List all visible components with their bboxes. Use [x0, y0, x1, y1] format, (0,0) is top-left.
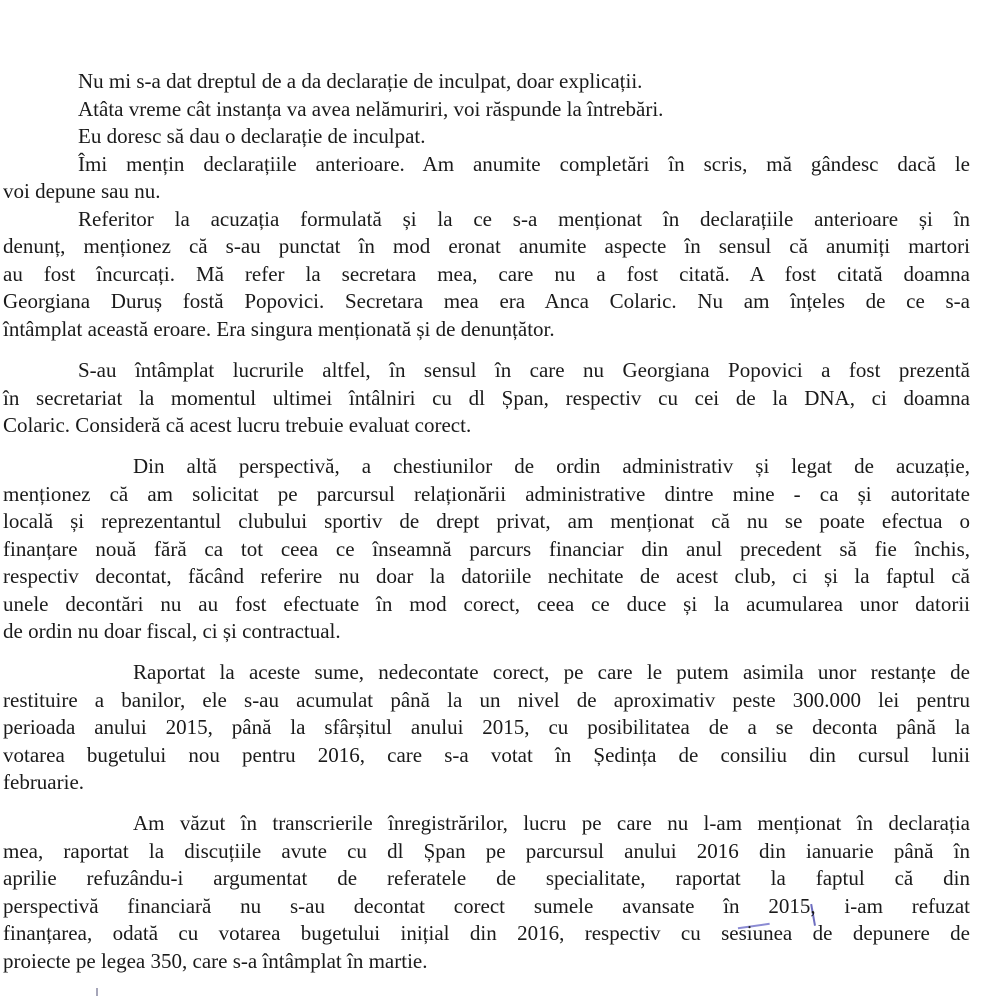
text-line: denunț, menționez că s-au punctat în mod eronat anumite aspecte în sensul că anumiți martori: [3, 234, 970, 258]
text-line: aprilie refuzându-i argumentat de referatele de specialitate, raportat la faptul că din: [3, 866, 970, 890]
text-line: Îmi mențin declarațiile anterioare. Am anumite completări în scris, mă gândesc dacă le: [78, 152, 970, 176]
text-line: de ordin nu doar fiscal, ci și contractual.: [3, 619, 341, 643]
text-line: Colaric. Consideră că acest lucru trebuie evaluat corect.: [3, 413, 472, 437]
text-line: Georgiana Duruș fostă Popovici. Secretara mea era Anca Colaric. Nu am înțeles de ce s-a: [3, 289, 970, 313]
text-line: restituire a banilor, ele s-au acumulat până la un nivel de aproximativ peste 300.000 lei pentru: [3, 688, 970, 712]
text-line: Din altă perspectivă, a chestiunilor de ordin administrativ și legat de acuzație,: [133, 454, 970, 478]
text-line: proiecte pe legea 350, care s-a întâmplat în martie.: [3, 949, 428, 973]
text-line: Eu doresc să dau o declarație de inculpat.: [78, 124, 426, 148]
text-line: februarie.: [3, 770, 85, 794]
text-line: respectiv decontat, făcând referire nu doar la datoriile nechitate de acest club, ci și la faptul că: [3, 564, 970, 588]
text-line: unele decontări nu au fost efectuate în mod corect, ceea ce duce și la acumularea unor datorii: [3, 592, 970, 616]
text-line: locală și reprezentantul clubului sportiv de drept privat, am menționat că nu se poate efectua o: [3, 509, 970, 533]
text-line: Am văzut în transcrierile înregistrărilor, lucru pe care nu l-am menționat în declarația: [133, 811, 970, 835]
text-line: S-au întâmplat lucrurile altfel, în sensul în care nu Georgiana Popovici a fost prezentă: [78, 358, 970, 382]
text-line: Raportat la aceste sume, nedecontate corect, pe care le putem asimila unor restanțe de: [133, 660, 970, 684]
text-line: Referitor la acuzația formulată și la ce s-a menționat în declarațiile anterioare și în: [78, 207, 970, 231]
text-line: perioada anului 2015, până la sfârșitul anului 2015, cu posibilitatea de a se deconta până la: [3, 715, 970, 739]
text-line: voi depune sau nu.: [3, 179, 161, 203]
text-line: mea, raportat la discuțiile avute cu dl Șpan pe parcursul anului 2016 din ianuarie până în: [3, 839, 970, 863]
text-line: întâmplat această eroare. Era singura menționată și de denunțător.: [3, 317, 555, 341]
text-line: Nu mi s-a dat dreptul de a da declarație de inculpat, doar explicații.: [78, 69, 643, 93]
text-line: votarea bugetului nou pentru 2016, care s-a votat în Ședința de consiliu din cursul lunii: [3, 743, 970, 767]
text-line: Atâta vreme cât instanța va avea nelămuriri, voi răspunde la întrebări.: [78, 97, 664, 121]
text-line: finanțarea, odată cu votarea bugetului inițial din 2016, respectiv cu sesiunea de depunere de: [3, 921, 970, 945]
stray-mark: [96, 988, 98, 996]
text-line: perspectivă financiară nu s-au decontat corect sumele avansate în 2015, i-am refuzat: [3, 894, 970, 918]
text-line: în secretariat la momentul ultimei întâlniri cu dl Șpan, respectiv cu cei de la DNA, ci doamna: [3, 386, 970, 410]
text-line: au fost încurcați. Mă refer la secretara mea, care nu a fost citată. A fost citată doamna: [3, 262, 970, 286]
text-line: menționez că am solicitat pe parcursul relaționării administrative dintre mine - ca și autoritate: [3, 482, 970, 506]
text-line: finanțare nouă fără ca tot ceea ce înseamnă parcurs financiar din anul precedent să fie închis,: [3, 537, 970, 561]
